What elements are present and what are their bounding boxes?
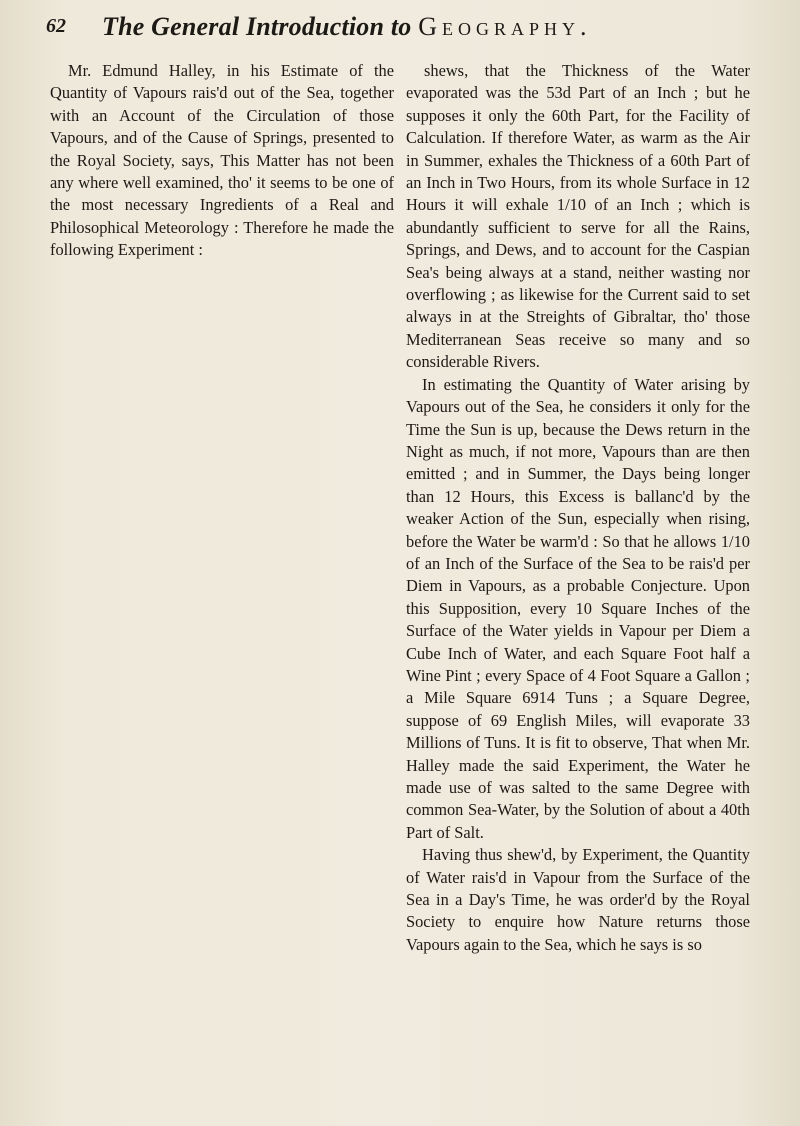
running-title-caps: Geography. [418, 12, 592, 41]
paragraph: Mr. Edmund Halley, in his Estimate of the Quantity of Vapours rais'd out of the Sea, together with an Account of the Circulation of those Vapours, and of the Cause of Springs, presented to the Royal Society, says, This Matter has not been any where well examined, tho' it seems to be one of the most necessary Ingredients of a Real and Philosophical Meteorology : Therefore he made the following Experiment : [50, 61, 394, 260]
left-column [50, 60, 394, 262]
page-number: 62 [46, 15, 66, 37]
running-header [34, 10, 766, 44]
paragraph: Having thus shew'd, by Experiment, the Quantity of Water rais'd in Vapour from the Surface of the Sea in a Day's Time, he was order'd by the Royal Society to enquire how Nature returns those Vapours again to the Sea, which he says is so [406, 845, 750, 954]
running-title-italic: The General Introduction to [102, 12, 412, 41]
paragraph: In estimating the Quantity of Water arising by Vapours out of the Sea, he considers it only for the Time the Sun is up, because the Dews return in the Night as much, if not more, Vapours than are then emitted ; and in Summer, the Days being longer than 12 Hours, this Excess is ballanc'd by the weaker Action of the Sun, especially when rising, before the Water be warm'd : So that he allows 1/10 of an Inch of the Surface of the Sea to be rais'd per Diem in Vapours, as a probable Conjecture. Upon this Supposition, every 10 Square Inches of the Surface of the Water yields in Vapour per Diem a Cube Inch of Water, and each Square Foot half a Wine Pint ; every Space of 4 Foot Square a Gallon ; a Mile Square 6914 Tuns ; a Square Degree, suppose of 69 English Miles, will evaporate 33 Millions of Tuns. It is fit to observe, That when Mr. Halley made the said Experiment, the Water he made use of was salted to the same Degree with common Sea-Water, by the Solution of about a 40th Part of Salt. [406, 374, 750, 842]
running-title [102, 12, 592, 42]
paragraph: shews, that the Thickness of the Water evaporated was the 53d Part of an Inch ; but he supposes it only the 60th Part, for the Facility of Calculation. If therefore Water, as warm as the Air in Summer, exhales the Thickness of a 60th Part of an Inch in Two Hours, from its whole Surface in 12 Hours it will exhale 1/10 of an Inch ; which is abundantly sufficient to serve for all the Rains, Springs, and Dews, and to account for the Caspian Sea's being always at a stand, neither wasting nor overflowing ; as likewise for the Current said to set always in at the Streights of Gibraltar, tho' those Mediterranean Seas receive so many and so considerable Rivers. [406, 61, 750, 372]
right-column [406, 60, 750, 956]
